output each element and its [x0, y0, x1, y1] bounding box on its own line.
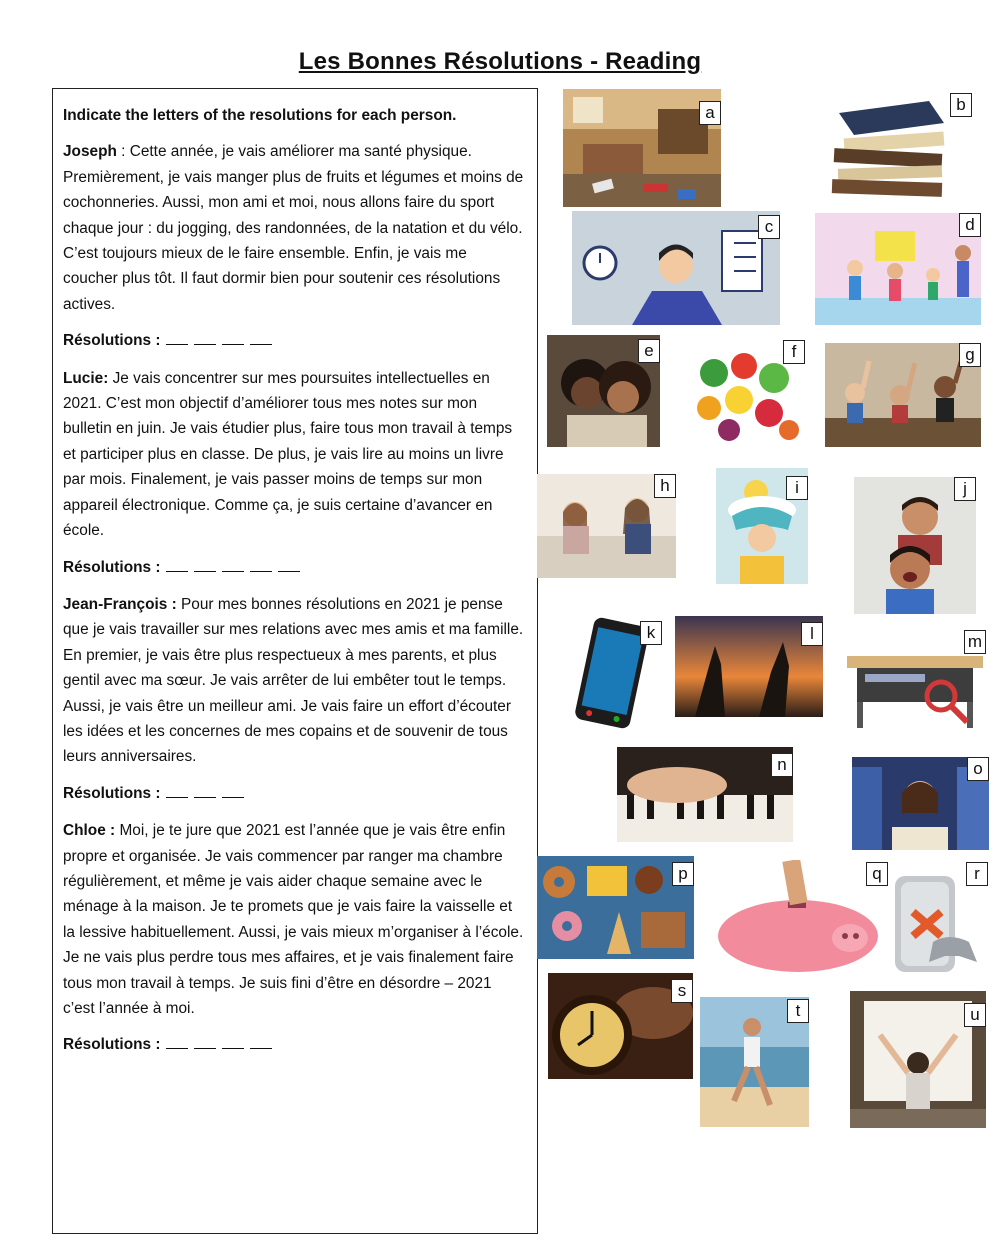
picture-u — [850, 991, 986, 1128]
picture-letter: e — [638, 339, 660, 363]
picture-letter: r — [966, 862, 988, 886]
answer-blank[interactable] — [166, 1034, 188, 1049]
answer-blank[interactable] — [166, 783, 188, 798]
answer-blank[interactable] — [222, 783, 244, 798]
speaker-name: Jean-François : — [63, 595, 177, 613]
paragraph-text: Moi, je te jure que 2021 est l’année que je vais être enfin propre et organisée. Je vais commencer par ranger ma chambre régulièrement, et même je vais aider chaque semaine avec le ménage à la maison. Je te promets que je vais faire la vaisselle et la lessive habituellement. Aussi, je vais mieux m’organiser à l’école. Je ne vais plus perdre tous mes affaires, et je vais finalement faire tous mon travail à temps. Je suis fini d’être en désordre – 2021 c’est l’année à moi. — [63, 822, 524, 1017]
picture-i — [716, 468, 808, 584]
picture-p — [537, 856, 694, 959]
answer-blank[interactable] — [166, 330, 188, 345]
picture-d — [815, 213, 981, 325]
picture-letter: i — [786, 476, 808, 500]
speaker-name: Lucie: — [63, 369, 109, 387]
answer-blank[interactable] — [194, 330, 216, 345]
answer-blank[interactable] — [222, 330, 244, 345]
picture-s — [548, 973, 693, 1079]
picture-letter: n — [771, 753, 793, 777]
picture-o — [852, 757, 989, 850]
picture-letter: a — [699, 101, 721, 125]
picture-letter: k — [640, 621, 662, 645]
resolutions-answer-lucie: Résolutions : — [63, 555, 525, 580]
messy-room-icon — [563, 89, 721, 207]
time-management-icon — [572, 211, 780, 325]
piggy-bank-icon — [710, 860, 888, 975]
paragraph-jean-francois — [63, 592, 525, 770]
picture-letter: o — [967, 757, 989, 781]
instruction: Indicate the letters of the resolutions for each person. — [63, 107, 457, 124]
picture-letter: d — [959, 213, 981, 237]
picture-letter: q — [866, 862, 888, 886]
resolutions-answer-jean-francois: Résolutions : — [63, 781, 525, 806]
raised-hands-class-icon — [825, 343, 981, 447]
picture-letter: h — [654, 474, 676, 498]
picture-letter: f — [783, 340, 805, 364]
picture-letter: b — [950, 93, 972, 117]
picture-l — [675, 616, 823, 717]
picture-letter: p — [672, 862, 694, 886]
answer-blank[interactable] — [166, 557, 188, 572]
picture-m — [843, 630, 986, 731]
picture-r — [889, 862, 988, 976]
picture-letter: t — [787, 999, 809, 1023]
answer-blank[interactable] — [194, 1034, 216, 1049]
paragraph-text: Pour mes bonnes résolutions en 2021 je pense que je vais travailler sur mes relations avec mes amis et ma famille. En premier, je vais être plus respectueux à mes parents, et plus gentil avec ma sœur. Je vais arrêter de lui embêter tout le temps. Aussi, je vais être un meilleur ami. Je vais faire un effort d’écouter les idées et les concernes de mes copains et de souvenir de tous leurs anniversaires. — [63, 595, 524, 766]
speaker-name: Joseph — [63, 143, 117, 161]
picture-t — [700, 997, 809, 1127]
picture-h — [537, 474, 676, 578]
answer-blank[interactable] — [222, 557, 244, 572]
junk-food-icon — [537, 856, 694, 959]
answer-blank[interactable] — [250, 557, 272, 572]
paragraph-chloe — [63, 818, 525, 1021]
picture-letter: u — [964, 1003, 986, 1027]
resolutions-answer-chloe: Résolutions : — [63, 1032, 525, 1057]
piano-icon — [617, 747, 793, 842]
picture-a — [563, 89, 721, 207]
answer-blank[interactable] — [250, 330, 272, 345]
page-title: Les Bonnes Résolutions - Reading — [298, 48, 702, 75]
picture-letter: s — [671, 979, 693, 1003]
picture-c — [572, 211, 780, 325]
picture-letter: c — [758, 215, 780, 239]
answer-blank[interactable] — [222, 1034, 244, 1049]
answer-blank[interactable] — [278, 557, 300, 572]
picture-n — [617, 747, 793, 842]
picture-letter: l — [801, 622, 823, 646]
family-cleaning-icon — [815, 213, 981, 325]
speaker-name: Chloe : — [63, 822, 116, 840]
paragraph-joseph: Joseph : Cette année, je vais améliorer ma santé physique. Premièrement, je vais manger plus de fruits et légumes et moins de cochonneries. Aussi, mon ami et moi, nous allons faire du sport chaque jour : du jogging, des randonnées, de la natation et du vélo. C’est toujours mieux de le faire ensemble. Enfin, je vais me coucher plus tôt. Il faut dormir bien pour soutenir ces résolutions actives. — [63, 143, 524, 313]
picture-b — [824, 93, 972, 205]
picture-q — [710, 860, 888, 975]
picture-f — [689, 338, 805, 448]
answer-blank[interactable] — [194, 783, 216, 798]
reading-text-box — [52, 88, 538, 1234]
resolutions-answer-joseph: Résolutions : — [63, 328, 525, 353]
paragraph-text: Je vais concentrer sur mes poursuites intellectuelles en 2021. C’est mon objectif d’améliorer tous mes notes sur mon bulletin en juin. Je vais étudier plus, faire tous mon travail à temps et participer plus en classe. De plus, je vais lire au moins un livre par mois. Finalement, je vais passer moins de temps sur mon appareil électronique. Comme ça, je suis certaine d’avancer en école. — [63, 369, 513, 540]
picture-letter: m — [964, 630, 986, 654]
picture-j — [854, 477, 976, 614]
picture-letter: j — [954, 477, 976, 501]
answer-blank[interactable] — [250, 1034, 272, 1049]
picture-k — [562, 617, 662, 729]
answer-blank[interactable] — [194, 557, 216, 572]
picture-e — [547, 335, 660, 447]
picture-letter: g — [959, 343, 981, 367]
paragraph-text: Cette année, je vais améliorer ma santé physique. Premièrement, je vais manger plus de fruits et légumes et moins de cochonneries. Aussi, mon ami et moi, nous allons faire du sport chaque jour : du jogging, des randonnées, de la natation et du vélo. C’est toujours mieux de le faire ensemble. Enfin, je vais me coucher plus tôt. Il faut dormir bien pour soutenir ces résolutions actives. — [63, 143, 524, 313]
picture-g — [825, 343, 981, 447]
paragraph-lucie — [63, 366, 525, 544]
